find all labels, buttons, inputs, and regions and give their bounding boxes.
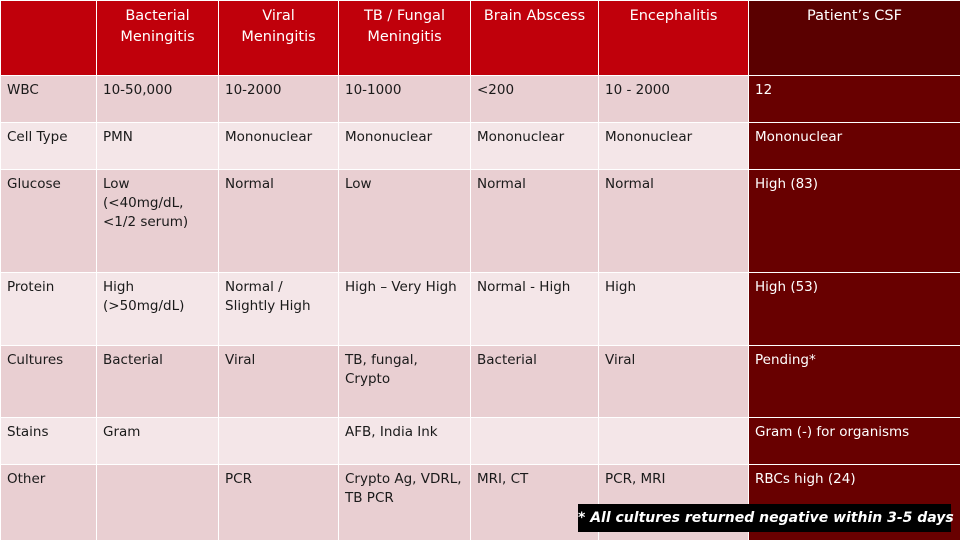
patient-cell: 12 <box>749 76 960 123</box>
table-cell <box>219 418 339 465</box>
table-row-cell-type <box>1 123 960 170</box>
header-bacterial-meningitis: Bacterial Meningitis <box>97 1 219 76</box>
table-cell <box>97 465 219 541</box>
header-row <box>1 1 960 76</box>
row-label: Other <box>1 465 97 541</box>
patient-cell: High (83) <box>749 170 960 273</box>
row-label: Stains <box>1 418 97 465</box>
table-cell: 10-1000 <box>339 76 471 123</box>
table-cell: Viral <box>219 346 339 418</box>
table-cell: Mononuclear <box>219 123 339 170</box>
patient-cell: Mononuclear <box>749 123 960 170</box>
table-cell: PMN <box>97 123 219 170</box>
header-patient-csf: Patient’s CSF <box>749 1 960 76</box>
table-cell: PCR, MRI <box>599 465 749 541</box>
patient-cell: RBCs high (24) <box>749 465 960 541</box>
row-label: WBC <box>1 76 97 123</box>
table-cell: Normal <box>599 170 749 273</box>
table-row-wbc <box>1 76 960 123</box>
table-cell: <200 <box>471 76 599 123</box>
table-cell: Bacterial <box>471 346 599 418</box>
footnote: * All cultures returned negative within 3-5 days <box>578 504 951 532</box>
table-cell <box>471 418 599 465</box>
table-cell: 10-50,000 <box>97 76 219 123</box>
table-cell: Low <box>339 170 471 273</box>
table-cell: Mononuclear <box>599 123 749 170</box>
table-row-cultures <box>1 346 960 418</box>
table-cell: PCR <box>219 465 339 541</box>
table-cell: 10 - 2000 <box>599 76 749 123</box>
table-cell: Mononuclear <box>339 123 471 170</box>
table-cell: Normal <box>471 170 599 273</box>
row-label: Cultures <box>1 346 97 418</box>
table-cell: Normal / Slightly High <box>219 273 339 346</box>
table-cell: Viral <box>599 346 749 418</box>
table-row-protein <box>1 273 960 346</box>
row-label: Glucose <box>1 170 97 273</box>
header-encephalitis: Encephalitis <box>599 1 749 76</box>
patient-cell: Pending* <box>749 346 960 418</box>
table-cell: 10-2000 <box>219 76 339 123</box>
table-cell <box>599 418 749 465</box>
table-row-glucose <box>1 170 960 273</box>
header-brain-abscess: Brain Abscess <box>471 1 599 76</box>
table-cell: TB, fungal, Crypto <box>339 346 471 418</box>
table-cell: High – Very High <box>339 273 471 346</box>
table-cell: Normal - High <box>471 273 599 346</box>
table-cell: Bacterial <box>97 346 219 418</box>
header-corner <box>1 1 97 76</box>
row-label: Protein <box>1 273 97 346</box>
table-cell: AFB, India Ink <box>339 418 471 465</box>
table-cell: Gram <box>97 418 219 465</box>
table-cell: Crypto Ag, VDRL, TB PCR <box>339 465 471 541</box>
patient-cell: Gram (-) for organisms <box>749 418 960 465</box>
patient-cell: High (53) <box>749 273 960 346</box>
table-row-stains <box>1 418 960 465</box>
table-cell: MRI, CT <box>471 465 599 541</box>
header-tb-fungal-meningitis: TB / Fungal Meningitis <box>339 1 471 76</box>
table-cell: Normal <box>219 170 339 273</box>
table-cell: Low (<40mg/dL, <1/2 serum) <box>97 170 219 273</box>
table-cell: High <box>599 273 749 346</box>
row-label: Cell Type <box>1 123 97 170</box>
table-cell: Mononuclear <box>471 123 599 170</box>
header-viral-meningitis: Viral Meningitis <box>219 1 339 76</box>
table-cell: High (>50mg/dL) <box>97 273 219 346</box>
